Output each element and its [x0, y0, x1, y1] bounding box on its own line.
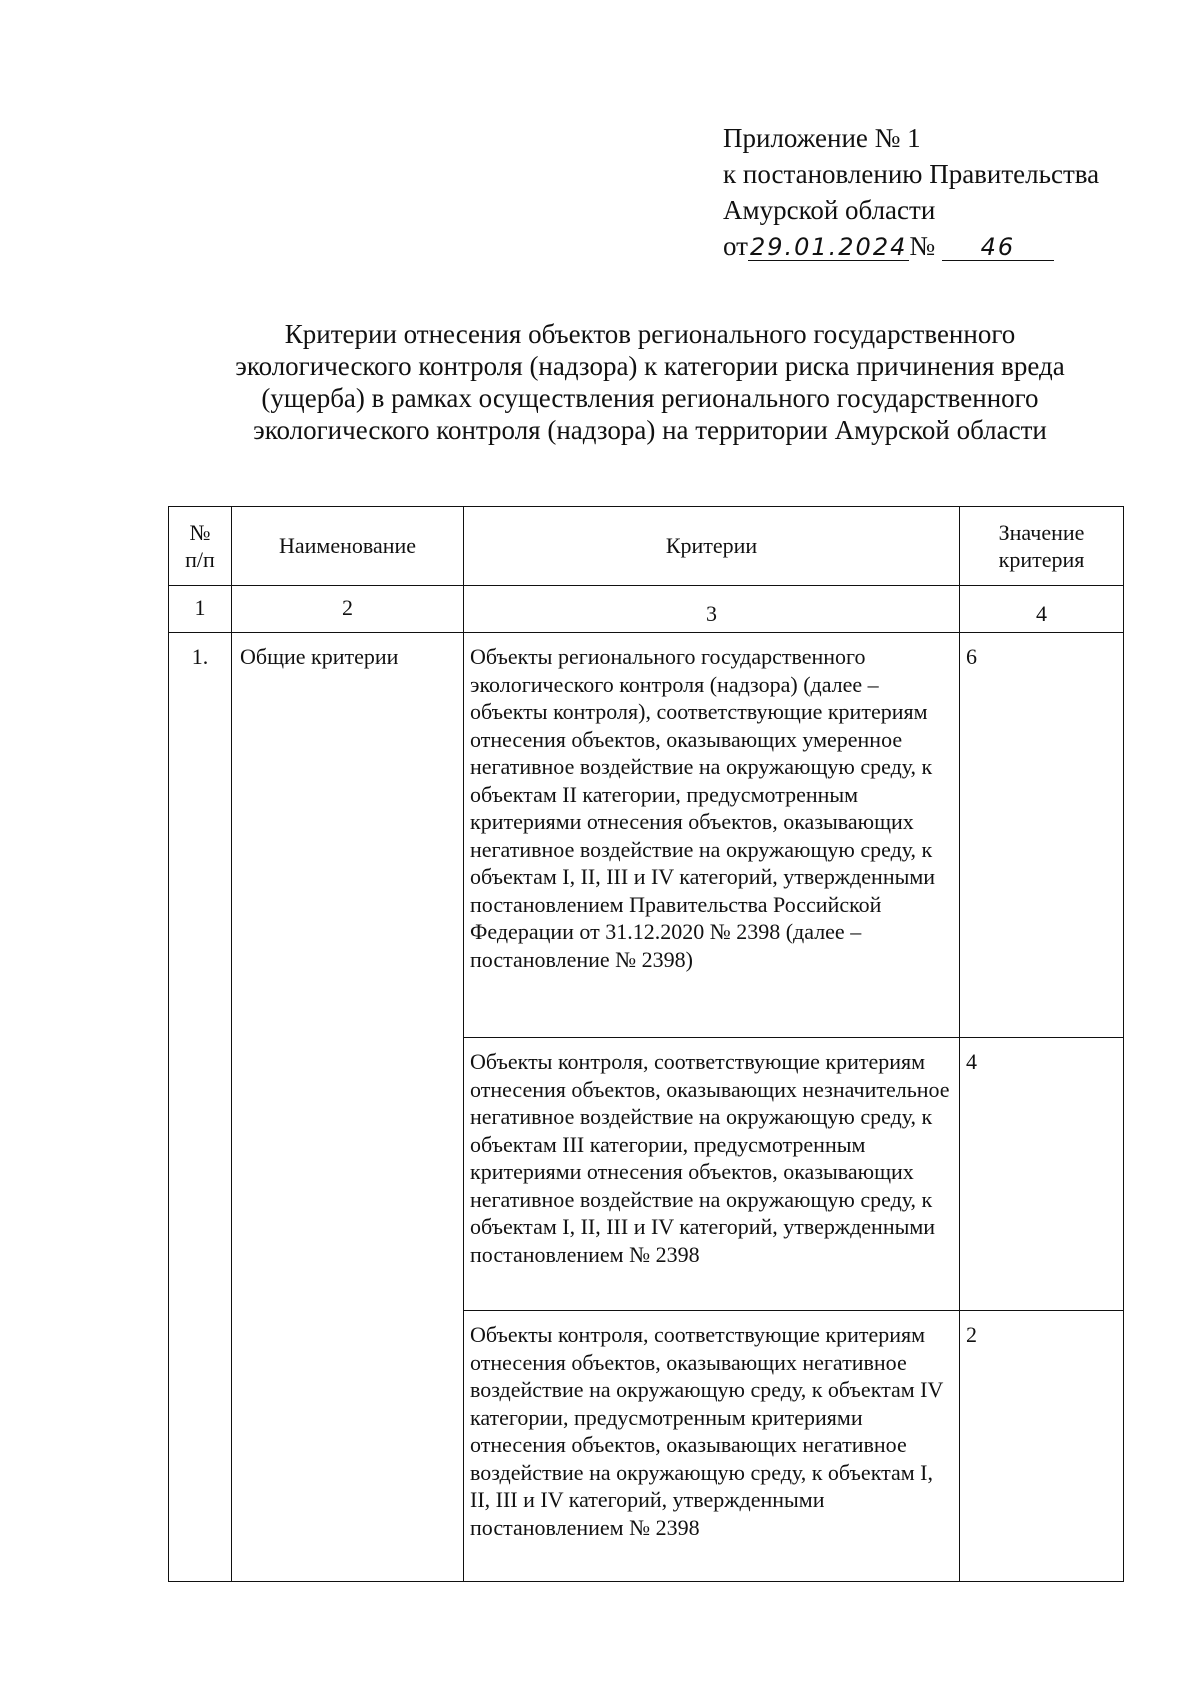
header-criteria-text: Критерии: [665, 533, 758, 559]
appendix-line-2: к постановлению Правительства: [723, 159, 1100, 189]
value-cell-2: [960, 1038, 1124, 1311]
column-number-row: [169, 586, 1124, 633]
table-header-row: [169, 507, 1124, 586]
handwritten-number: 46: [980, 233, 1016, 261]
header-value-line-1: Значение: [998, 519, 1085, 545]
column-number-1: 1: [169, 586, 232, 633]
row-index-cell: [169, 633, 232, 1582]
header-criteria: [464, 507, 960, 586]
column-number-2: 2: [232, 586, 464, 633]
title-line-4: экологического контроля (надзора) на территории Амурской области: [253, 415, 1047, 445]
header-name: [232, 507, 464, 586]
appendix-line-1: Приложение № 1: [723, 123, 921, 153]
header-num-line-1: №: [189, 519, 211, 545]
table-row: [169, 633, 1124, 1038]
header-num-line-2: п/п: [185, 547, 215, 572]
row-name: Общие критерии: [240, 644, 399, 669]
header-value: [960, 507, 1124, 586]
row-name-cell: [232, 633, 464, 1582]
criteria-value-3: 2: [966, 1322, 977, 1347]
header-value-line-2: критерия: [998, 547, 1085, 572]
date-prefix: от: [723, 231, 748, 261]
handwritten-date: 29.01.2024: [749, 233, 908, 261]
number-sign: №: [909, 231, 936, 261]
criteria-text-2: Объекты контроля, соответствующие критериям отнесения объектов, оказывающих незначительное негативное воздействие на окружающую среду, к объектам III категории, предусмотренным критериями отнесения объектов, оказывающих негативное воздействие на окружающую среду, к объектам I, II, III и IV категорий, утвержденными постановлением № 2398: [470, 1049, 950, 1267]
criteria-cell-1: [464, 633, 960, 1038]
header-num: [169, 507, 232, 586]
criteria-cell-2: [464, 1038, 960, 1311]
title-line-1: Критерии отнесения объектов регионального государственного: [284, 319, 1016, 349]
appendix-block: [723, 120, 1099, 264]
appendix-date-line: [723, 228, 1099, 264]
title-line-3: (ущерба) в рамках осуществления регионального государственного: [261, 383, 1039, 413]
criteria-value-1: 6: [966, 644, 977, 669]
title-line-2: экологического контроля (надзора) к категории риска причинения вреда: [235, 351, 1065, 381]
row-index: 1.: [191, 644, 209, 669]
header-name-text: Наименование: [278, 533, 417, 559]
criteria-cell-3: [464, 1311, 960, 1582]
criteria-table: [168, 506, 1124, 1582]
criteria-text-1: Объекты регионального государственного экологического контроля (надзора) (далее – объекты контроля), соответствующие критериям отнесения объектов, оказывающих умеренное негативное воздействие на окружающую среду, к объектам II категории, предусмотренным критериями отнесения объектов, оказывающих негативное воздействие на окружающую среду, к объектам I, II, III и IV категорий, утвержденными постановлением Правительства Российской Федерации от 31.12.2020 № 2398 (далее – постановление № 2398): [470, 644, 936, 972]
document-title: [160, 318, 1140, 446]
value-cell-3: [960, 1311, 1124, 1582]
criteria-value-2: 4: [966, 1049, 977, 1074]
appendix-line-3: Амурской области: [723, 195, 936, 225]
value-cell-1: [960, 633, 1124, 1038]
criteria-text-3: Объекты контроля, соответствующие критериям отнесения объектов, оказывающих негативное воздействие на окружающую среду, к объектам IV категории, предусмотренным критериями отнесения объектов, оказывающих негативное воздействие на окружающую среду, к объектам I, II, III и IV категорий, утвержденными постановлением № 2398: [470, 1322, 943, 1540]
column-number-4: 4: [960, 586, 1124, 633]
column-number-3: 3: [464, 586, 960, 633]
